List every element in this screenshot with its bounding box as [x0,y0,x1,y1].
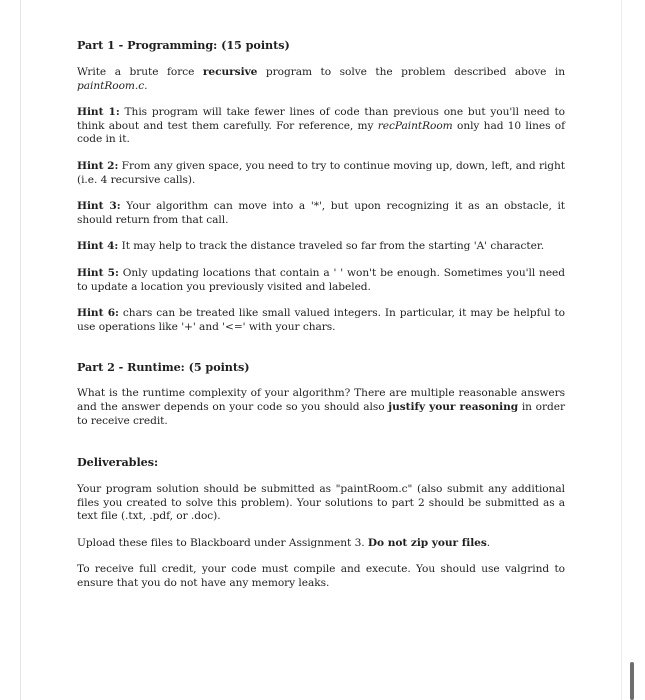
part1-heading: Part 1 - Programming: (15 points) [77,38,290,52]
page-left-edge [20,0,21,700]
scrollbar-thumb[interactable] [630,662,634,700]
deliverables-full-credit: To receive full credit, your code must compile and execute. You should use valgrind to ensure that you do not have any memory leaks. [77,563,565,590]
part1-intro: Write a brute force recursive program to solve the problem described above in paintRoom.c. [77,66,566,92]
hint-3: Hint 3: Your algorithm can move into a '*', but upon recognizing it as an obstacle, it should return from that call. [77,200,566,226]
document-page [77,38,565,591]
part2-body: What is the runtime complexity of your algorithm? There are multiple reasonable answers and the answer depends on your code so you should also justify your reasoning in order to receive credit. [77,387,565,427]
page-right-edge [621,0,622,700]
deliverables-submission: Your program solution should be submitted as "paintRoom.c" (also submit any additional files you created to solve this problem). Your solutions to part 2 should be submitted as a text file (.txt, .pdf, or .doc). [77,483,565,523]
hint-1: Hint 1: This program will take fewer lines of code than previous one but you'll need to think about and test them carefully. For reference, my recPaintRoom only had 10 lines of code in it. [77,106,565,146]
hint-5: Hint 5: Only updating locations that contain a ' ' won't be enough. Sometimes you'll need to update a location you previously visited and labeled. [77,266,565,293]
part2-heading: Part 2 - Runtime: (5 points) [77,360,250,375]
hint-4: Hint 4: It may help to track the distance traveled so far from the starting 'A' character. [77,240,545,253]
hint-6: Hint 6: chars can be treated like small valued integers. In particular, it may be helpful to use operations like '+' and '<=' with your chars. [77,307,565,333]
hint-2: Hint 2: From any given space, you need to try to continue moving up, down, left, and right (i.e. 4 recursive calls). [77,159,566,186]
deliverables-upload: Upload these files to Blackboard under Assignment 3. Do not zip your files. [77,536,491,549]
deliverables-heading: Deliverables: [77,455,159,470]
